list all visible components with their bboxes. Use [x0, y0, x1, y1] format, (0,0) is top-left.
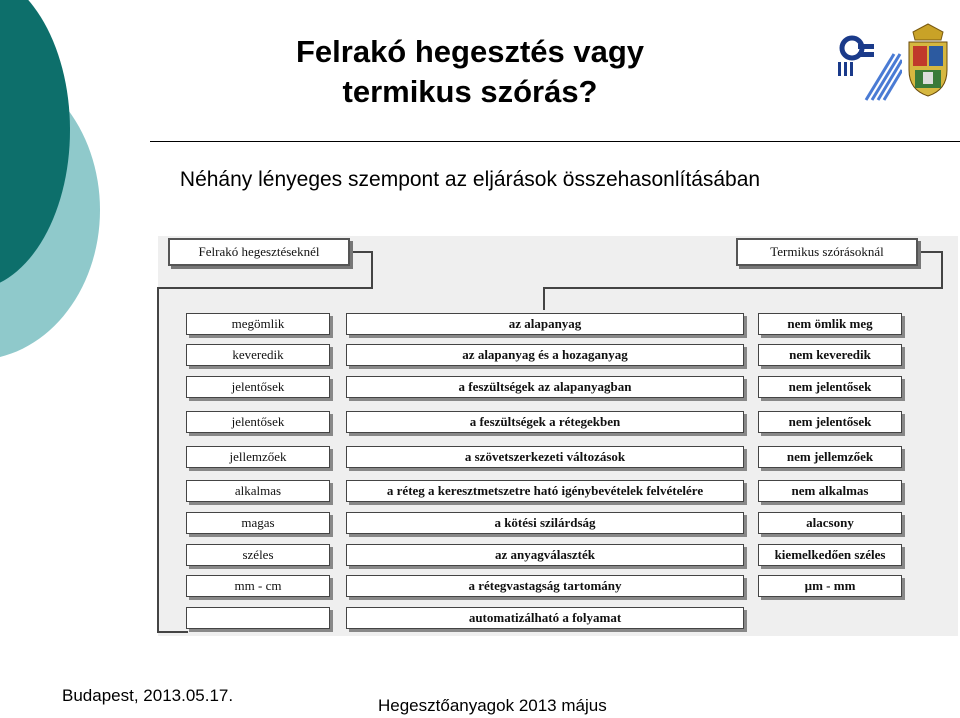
row-7-aspect: az anyagválaszték [346, 544, 744, 566]
row-6-spraying-value: alacsony [758, 512, 902, 534]
row-5-aspect: a réteg a keresztmetszetre ható igénybevételek felvételére [346, 480, 744, 502]
row-4-welding-value: jellemzőek [186, 446, 330, 468]
title-line-2: termikus szórás? [342, 74, 598, 109]
row-4-spraying-value: nem jellemzőek [758, 446, 902, 468]
footer-date: Budapest, 2013.05.17. [62, 686, 234, 705]
row-7-welding-value: széles [186, 544, 330, 566]
row-8-aspect: a rétegvastagság tartomány [346, 575, 744, 597]
right-category-header: Termikus szórásoknál [736, 238, 918, 266]
slide-title [250, 32, 690, 112]
budapest-crest-icon [905, 22, 951, 98]
row-0-aspect: az alapanyag [346, 313, 744, 335]
row-4-aspect: a szövetszerkezeti változások [346, 446, 744, 468]
row-7-spraying-value: kiemelkedően széles [758, 544, 902, 566]
row-0-welding-value: megömlik [186, 313, 330, 335]
slide-subtitle: Néhány lényeges szempont az eljárások összehasonlításában [179, 168, 761, 191]
title-line-1: Felrakó hegesztés vagy [295, 34, 645, 69]
title-divider [150, 141, 960, 142]
row-6-welding-value: magas [186, 512, 330, 534]
row-2-aspect: a feszültségek az alapanyagban [346, 376, 744, 398]
footer-event: Hegesztőanyagok 2013 május [378, 696, 607, 715]
row-3-aspect: a feszültségek a rétegekben [346, 411, 744, 433]
row-5-welding-value: alkalmas [186, 480, 330, 502]
row-2-spraying-value: nem jelentősek [758, 376, 902, 398]
gte-logo-icon [832, 30, 902, 102]
row-3-spraying-value: nem jelentősek [758, 411, 902, 433]
row-0-spraying-value: nem ömlik meg [758, 313, 902, 335]
row-3-welding-value: jelentősek [186, 411, 330, 433]
left-category-header: Felrakó hegesztéseknél [168, 238, 350, 266]
row-5-spraying-value: nem alkalmas [758, 480, 902, 502]
row-8-spraying-value: µm - mm [758, 575, 902, 597]
row-1-spraying-value: nem keveredik [758, 344, 902, 366]
row-1-welding-value: keveredik [186, 344, 330, 366]
row-8-welding-value: mm - cm [186, 575, 330, 597]
row-9-aspect: automatizálható a folyamat [346, 607, 744, 629]
row-6-aspect: a kötési szilárdság [346, 512, 744, 534]
row-1-aspect: az alapanyag és a hozaganyag [346, 344, 744, 366]
row-2-welding-value: jelentősek [186, 376, 330, 398]
row-9-welding-value [186, 607, 330, 629]
